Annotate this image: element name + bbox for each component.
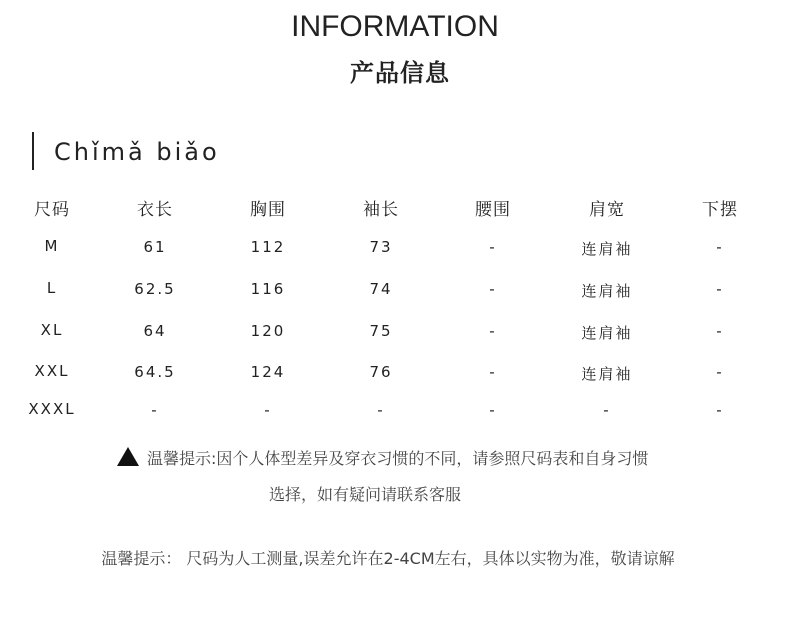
table-header-shoulder: 肩宽 [589,200,625,220]
table-header-length: 衣长 [137,200,173,220]
table-cell-shoulder: 连肩袖 [581,282,633,300]
table-cell-chest: 124 [250,363,286,381]
measurement-notice: 温馨提示： 尺码为人工测量,误差允许在2-4CM左右，具体以实物为准，敬请谅解 [101,549,675,568]
table-cell-size: XL [40,321,64,339]
table-cell-shoulder: 连肩袖 [581,365,633,383]
table-cell-length: - [151,401,159,419]
table-cell-hem: - [716,363,724,381]
table-cell-waist: - [489,280,497,298]
table-cell-length: 64 [143,322,167,340]
table-cell-hem: - [716,401,724,419]
size-notice-line2: 选择，如有疑问请联系客服 [268,485,461,504]
table-cell-size: XXL [34,362,70,380]
table-cell-chest: 116 [250,280,286,298]
warning-triangle-icon [117,447,139,466]
table-cell-chest: - [264,401,272,419]
table-cell-sleeve: 74 [369,280,393,298]
table-cell-hem: - [716,322,724,340]
table-cell-chest: 112 [250,238,286,256]
table-cell-chest: 120 [250,322,286,340]
table-cell-shoulder: - [603,401,611,419]
table-header-size: 尺码 [34,200,70,220]
table-cell-waist: - [489,363,497,381]
section-title: Chǐmǎ biǎo [54,138,220,166]
page-title-cn: 产品信息 [350,59,450,87]
table-cell-sleeve: 76 [369,363,393,381]
table-cell-shoulder: 连肩袖 [581,324,633,342]
table-cell-waist: - [489,401,497,419]
table-cell-length: 61 [143,238,167,256]
table-header-waist: 腰围 [475,200,511,220]
table-header-chest: 胸围 [250,200,286,220]
table-cell-sleeve: 75 [369,322,393,340]
table-cell-length: 62.5 [134,280,176,298]
table-cell-hem: - [716,238,724,256]
table-cell-size: M [44,237,60,255]
table-cell-size: L [46,279,58,297]
table-cell-waist: - [489,322,497,340]
table-cell-waist: - [489,238,497,256]
table-cell-length: 64.5 [134,363,176,381]
size-notice-line1 [117,446,648,469]
size-notice-text1: 温馨提示:因个人体型差异及穿衣习惯的不同，请参照尺码表和自身习惯 [147,449,649,468]
table-cell-hem: - [716,280,724,298]
table-cell-sleeve: 73 [369,238,393,256]
table-cell-size: XXXL [28,400,76,418]
table-header-sleeve: 袖长 [363,200,399,220]
page-title-en: INFORMATION [291,10,499,43]
table-cell-shoulder: 连肩袖 [581,240,633,258]
table-cell-sleeve: - [377,401,385,419]
table-header-hem: 下摆 [702,200,738,220]
